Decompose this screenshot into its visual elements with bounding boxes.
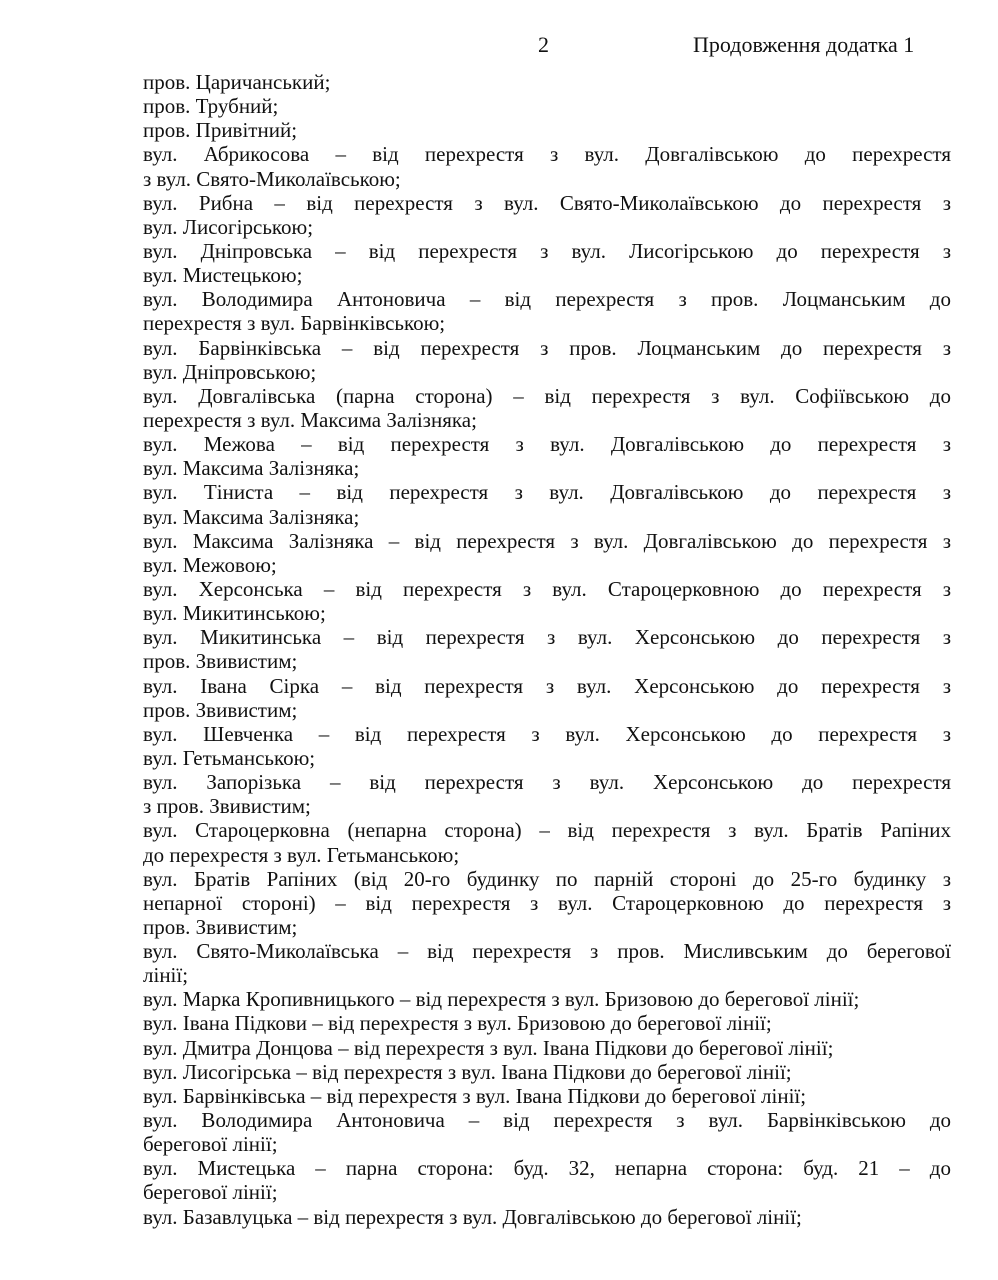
text-line: вул. Базавлуцька – від перехрестя з вул. Довгалівською до берегової лінії;	[143, 1204, 802, 1229]
text-line: вул. Тіниста – від перехрестя з вул. Довгалівською до перехрестя з	[143, 480, 951, 505]
text-line: перехрестя з вул. Барвінківською;	[143, 311, 446, 336]
text-line: вул. Микитинська – від перехрестя з вул. Херсонською до перехрестя з	[143, 625, 951, 650]
text-line: пров. Трубний;	[143, 94, 279, 119]
text-line: вул. Максима Залізняка – від перехрестя з вул. Довгалівською до перехрестя з	[143, 528, 951, 553]
text-line: вул. Марка Кропивницького – від перехрестя з вул. Бризовою до берегової лінії;	[143, 987, 860, 1012]
text-line: вул. Володимира Антоновича – від перехрестя з пров. Лоцманським до	[143, 287, 951, 312]
text-line: пров. Звивистим;	[143, 649, 298, 674]
text-line: вул. Барвінківська – від перехрестя з пров. Лоцманським до перехрестя з	[143, 335, 951, 360]
text-line: вул. Староцерковна (непарна сторона) – від перехрестя з вул. Братів Рапіних	[143, 818, 951, 843]
text-line: з вул. Свято-Миколаївською;	[143, 166, 401, 191]
text-line: пров. Звивистим;	[143, 697, 298, 722]
text-line: вул. Гетьманською;	[143, 745, 316, 770]
text-line: вул. Лисогірською;	[143, 214, 314, 239]
text-line: вул. Мистецькою;	[143, 263, 303, 288]
text-line: вул. Свято-Миколаївська – від перехрестя з пров. Мисливським до берегової	[143, 939, 951, 964]
text-line: вул. Рибна – від перехрестя з вул. Свято-Миколаївською до перехрестя з	[143, 190, 951, 215]
text-line: вул. Лисогірська – від перехрестя з вул. Івана Підкови до берегової лінії;	[143, 1059, 792, 1084]
text-line: вул. Івана Сірка – від перехрестя з вул. Херсонською до перехрестя з	[143, 673, 951, 698]
text-line: вул. Запорізька – від перехрестя з вул. Херсонською до перехрестя	[143, 770, 951, 795]
text-line: вул. Микитинською;	[143, 601, 326, 626]
text-line: перехрестя з вул. Максима Залізняка;	[143, 407, 477, 432]
text-line: з пров. Звивистим;	[143, 794, 311, 819]
text-line: вул. Шевченка – від перехрестя з вул. Херсонською до перехрестя з	[143, 721, 951, 746]
text-line: вул. Довгалівська (парна сторона) – від перехрестя з вул. Софіївською до	[143, 383, 951, 408]
text-line: берегової лінії;	[143, 1180, 278, 1205]
text-line: вул. Дмитра Донцова – від перехрестя з вул. Івана Підкови до берегової лінії;	[143, 1035, 834, 1060]
text-line: вул. Барвінківська – від перехрестя з вул. Івана Підкови до берегової лінії;	[143, 1083, 807, 1108]
text-line: пров. Привітний;	[143, 118, 298, 143]
text-line: вул. Максима Залізняка;	[143, 504, 360, 529]
text-line: вул. Межова – від перехрестя з вул. Довгалівською до перехрестя з	[143, 432, 951, 457]
text-line: вул. Херсонська – від перехрестя з вул. Староцерковною до перехрестя з	[143, 576, 951, 601]
text-line: вул. Володимира Антоновича – від перехрестя з вул. Барвінківською до	[143, 1108, 951, 1133]
text-line: до перехрестя з вул. Гетьманською;	[143, 842, 460, 867]
text-line: вул. Абрикосова – від перехрестя з вул. Довгалівською до перехрестя	[143, 142, 951, 167]
document-body	[143, 70, 951, 1229]
text-line: вул. Межовою;	[143, 552, 277, 577]
text-line: пров. Царичанський;	[143, 70, 331, 94]
page-number: 2	[538, 32, 549, 57]
text-line: вул. Максима Залізняка;	[143, 456, 360, 481]
text-line: вул. Дніпровська – від перехрестя з вул. Лисогірською до перехрестя з	[143, 238, 951, 263]
text-line: вул. Івана Підкови – від перехрестя з вул. Бризовою до берегової лінії;	[143, 1011, 772, 1036]
text-line: вул. Дніпровською;	[143, 359, 317, 384]
text-line: берегової лінії;	[143, 1132, 278, 1157]
text-line: вул. Братів Рапіних (від 20-го будинку по парній стороні до 25-го будинку з	[143, 866, 951, 891]
text-line: лінії;	[143, 963, 189, 988]
text-line: непарної стороні) – від перехрестя з вул. Староцерковною до перехрестя з	[143, 890, 951, 915]
text-line: вул. Мистецька – парна сторона: буд. 32, непарна сторона: буд. 21 – до	[143, 1156, 951, 1181]
text-line: пров. Звивистим;	[143, 914, 298, 939]
appendix-label: Продовження додатка 1	[693, 32, 915, 57]
